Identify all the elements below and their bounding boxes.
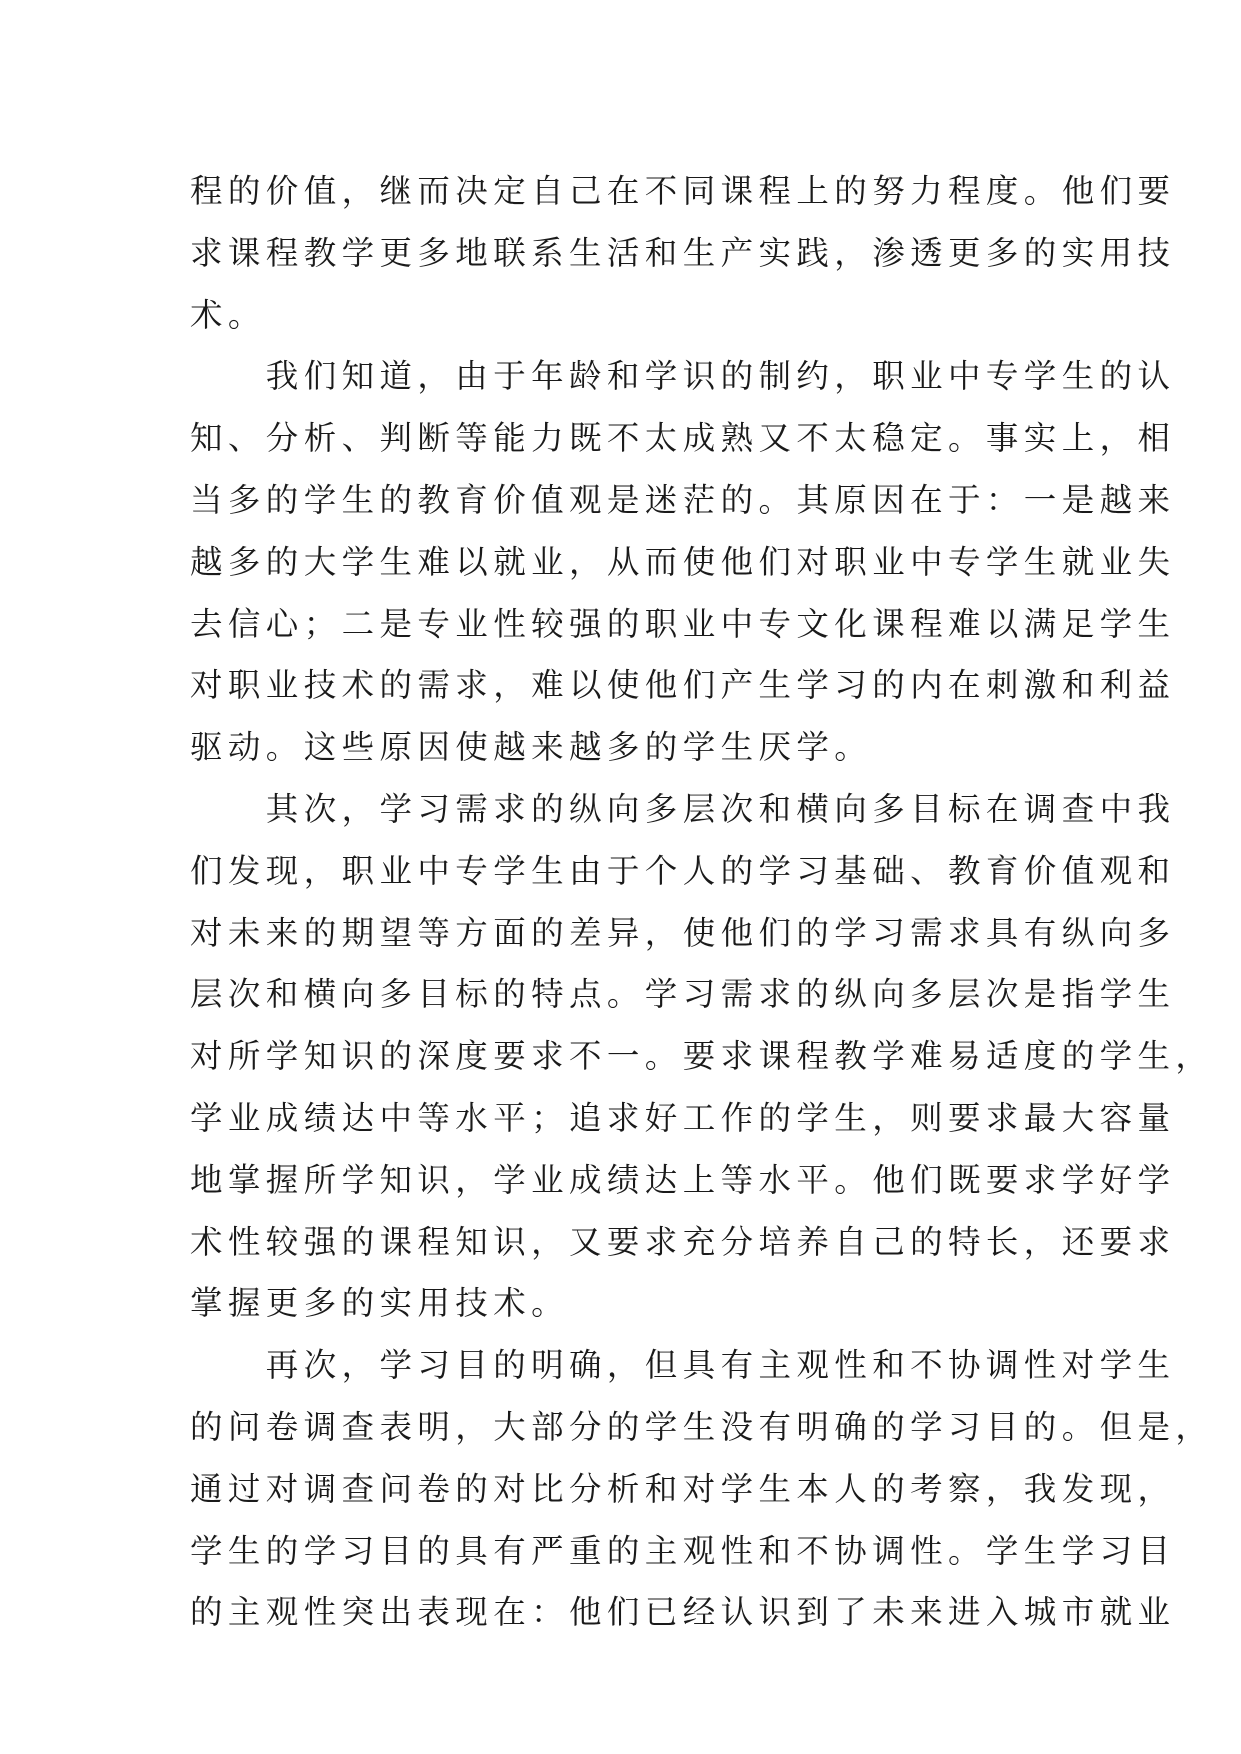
text-line: 通过对调查问卷的对比分析和对学生本人的考察，我发现， [190,1469,1176,1508]
text-line: 再次，学习目的明确，但具有主观性和不协调性对学生 [190,1346,1176,1385]
text-line: 学生的学习目的具有严重的主观性和不协调性。学生学习目 [190,1531,1176,1570]
text-line: 我们知道，由于年龄和学识的制约，职业中专学生的认 [190,357,1176,396]
text-line: 对所学知识的深度要求不一。要求课程教学难易适度的学生， [190,1037,1214,1076]
text-line: 知、分析、判断等能力既不太成熟又不太稳定。事实上，相 [190,419,1176,458]
text-line: 求课程教学更多地联系生活和生产实践，渗透更多的实用技 [190,233,1176,272]
text-line: 地掌握所学知识，学业成绩达上等水平。他们既要求学好学 [190,1160,1176,1199]
text-line: 越多的大学生难以就业，从而使他们对职业中专学生就业失 [190,542,1176,581]
text-line: 的主观性突出表现在：他们已经认识到了未来进入城市就业 [190,1593,1176,1632]
text-line: 术性较强的课程知识，又要求充分培养自己的特长，还要求 [190,1222,1176,1261]
text-line: 学业成绩达中等水平；追求好工作的学生，则要求最大容量 [190,1098,1176,1137]
text-line: 对职业技术的需求，难以使他们产生学习的内在刺激和利益 [190,666,1176,705]
text-line: 驱动。这些原因使越来越多的学生厌学。 [190,728,873,767]
text-line: 们发现，职业中专学生由于个人的学习基础、教育价值观和 [190,851,1176,890]
text-line: 其次，学习需求的纵向多层次和横向多目标在调查中我 [190,789,1176,828]
text-line: 去信心；二是专业性较强的职业中专文化课程难以满足学生 [190,604,1176,643]
body-text [190,161,1214,1644]
text-line: 对未来的期望等方面的差异，使他们的学习需求具有纵向多 [190,913,1176,952]
text-line: 程的价值，继而决定自己在不同课程上的努力程度。他们要 [190,172,1176,210]
text-line: 术。 [190,295,266,334]
text-line: 的问卷调查表明，大部分的学生没有明确的学习目的。但是， [190,1407,1214,1446]
text-line: 掌握更多的实用技术。 [190,1284,570,1323]
text-line: 当多的学生的教育价值观是迷茫的。其原因在于：一是越来 [190,480,1176,519]
text-line: 层次和横向多目标的特点。学习需求的纵向多层次是指学生 [190,975,1176,1014]
